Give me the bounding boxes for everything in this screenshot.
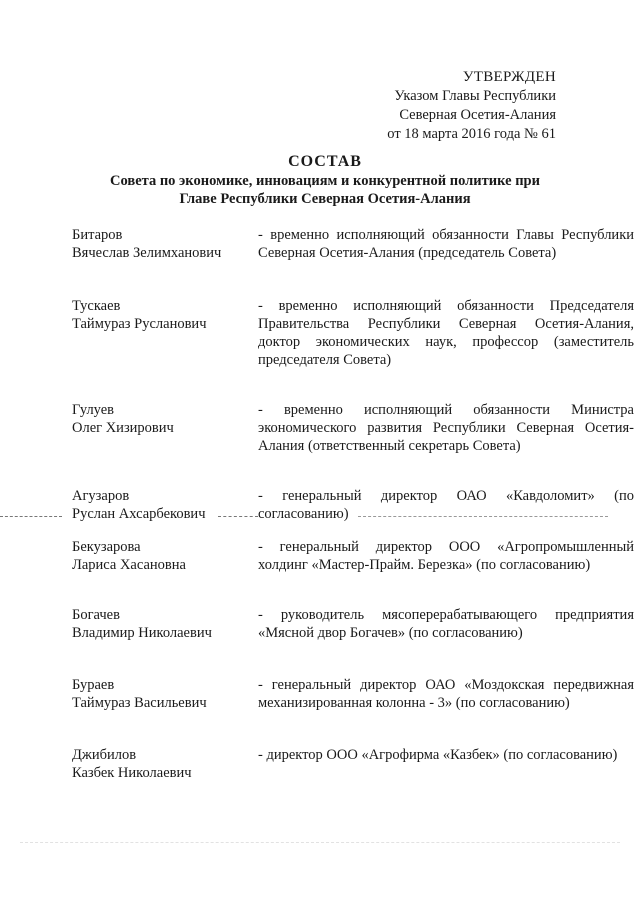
member-role: - временно исполняющий обязанности Главы Республики Северная Осетия-Алания (председатель Совета): [258, 227, 634, 261]
member-role: - генеральный директор ОАО «Моздокская передвижная механизированная колонна - 3» (по согласованию): [258, 677, 634, 711]
member-role: - генеральный директор ООО «Агропромышленный холдинг «Мастер-Прайм. Березка» (по согласованию): [258, 539, 634, 573]
approval-line-1: Указом Главы Республики: [394, 88, 556, 104]
member-given-names: Руслан Ахсарбекович: [72, 506, 206, 522]
member-surname: Богачев: [72, 607, 120, 623]
member-given-names: Таймураз Русланович: [72, 316, 207, 332]
approval-stamp: [387, 68, 556, 144]
approval-heading: УТВЕРЖДЕН: [462, 69, 556, 85]
member-name: [72, 746, 247, 782]
approval-line-2: Северная Осетия-Алания: [399, 107, 556, 123]
member-surname: Тускаев: [72, 298, 121, 314]
member-role: - генеральный директор ОАО «Кавдоломит» (по согласованию): [258, 488, 634, 522]
member-surname: Гулуев: [72, 402, 115, 418]
member-surname: Битаров: [72, 227, 123, 243]
member-given-names: Владимир Николаевич: [72, 625, 212, 641]
approval-line-3: от 18 марта 2016 года № 61: [387, 126, 556, 142]
title-main: СОСТАВ: [288, 153, 362, 170]
member-surname: Бураев: [72, 677, 115, 693]
member-surname: Агузаров: [72, 488, 130, 504]
member-given-names: Казбек Николаевич: [72, 765, 192, 781]
member-name: [72, 676, 247, 712]
member-surname: Бекузарова: [72, 539, 141, 555]
member-role: - директор ООО «Агрофирма «Казбек» (по согласованию): [258, 747, 618, 763]
member-given-names: Таймураз Васильевич: [72, 695, 207, 711]
member-role: - временно исполняющий обязанности Министра экономического развития Республики Северная Осетия-Алания (ответственный секретарь Совета): [258, 402, 634, 454]
member-given-names: Лариса Хасановна: [72, 557, 186, 573]
member-name: [72, 401, 247, 437]
member-role: - временно исполняющий обязанности Председателя Правительства Республики Северная Осетия-Алания, доктор экономических наук, профессор (заместитель председателя Совета): [258, 298, 634, 368]
member-given-names: Вячеслав Зелимханович: [72, 245, 222, 261]
scan-artifact-line: [358, 516, 608, 517]
member-surname: Джибилов: [72, 747, 137, 763]
scan-artifact-line: [20, 842, 620, 843]
member-given-names: Олег Хизирович: [72, 420, 174, 436]
member-name: [72, 538, 247, 574]
document-title: [60, 152, 590, 208]
member-name: [72, 487, 247, 523]
member-role: - руководитель мясоперерабатывающего предприятия «Мясной двор Богачев» (по согласованию): [258, 607, 634, 641]
member-name: [72, 226, 247, 262]
member-name: [72, 606, 247, 642]
title-line-1: Совета по экономике, инновациям и конкурентной политике при: [110, 173, 540, 189]
member-name: [72, 297, 247, 333]
title-line-2: Главе Республики Северная Осетия-Алания: [179, 191, 471, 207]
scan-artifact-line: [0, 516, 62, 517]
scan-artifact-line: [218, 516, 258, 517]
